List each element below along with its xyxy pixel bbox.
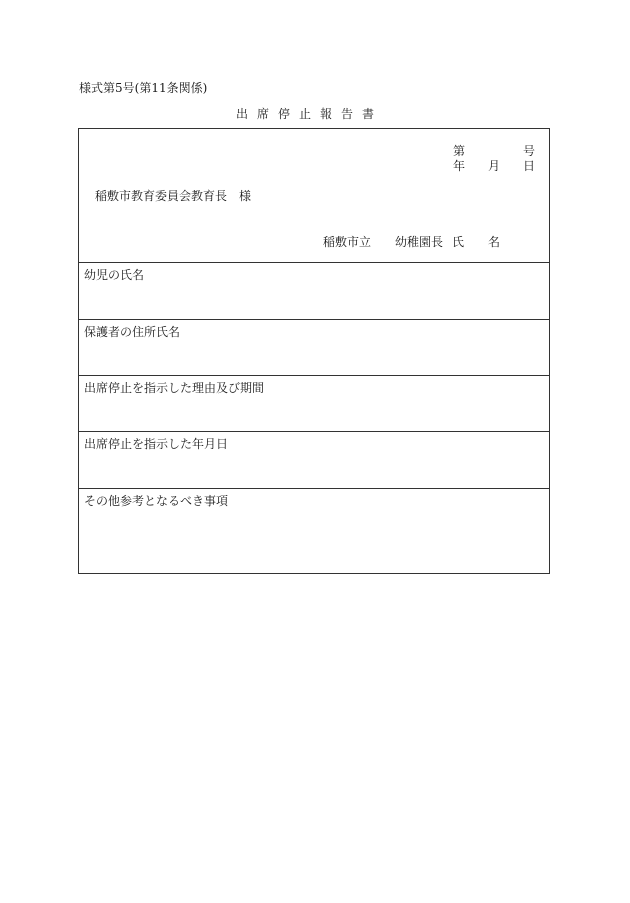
addressee: 稲敷市教育委員会教育長 様 [95,189,252,203]
date-day: 日 [523,159,536,173]
number-prefix: 第 [453,144,466,158]
sender-name: 氏 名 [452,235,501,249]
date-year: 年 [453,159,466,173]
number-suffix: 号 [523,144,536,158]
sender-school: 稲敷市立 幼稚園長 [323,235,444,249]
form-header [79,129,549,263]
row-suspension-reason-period[interactable] [79,376,549,432]
row-other-notes[interactable] [79,489,549,573]
row-guardian-address-name[interactable] [79,320,549,376]
row-suspension-date[interactable] [79,432,549,489]
row-label: その他参考となるべき事項 [84,494,229,508]
date-month: 月 [488,159,501,173]
form-number: 様式第5号(第11条関係) [79,81,208,95]
row-label: 保護者の住所氏名 [84,325,181,339]
row-child-name[interactable] [79,263,549,320]
row-label: 出席停止を指示した理由及び期間 [84,381,265,395]
row-label: 出席停止を指示した年月日 [84,437,229,451]
row-label: 幼児の氏名 [84,268,145,282]
report-form [78,128,550,574]
document-title: 出席停止報告書 [236,107,384,121]
